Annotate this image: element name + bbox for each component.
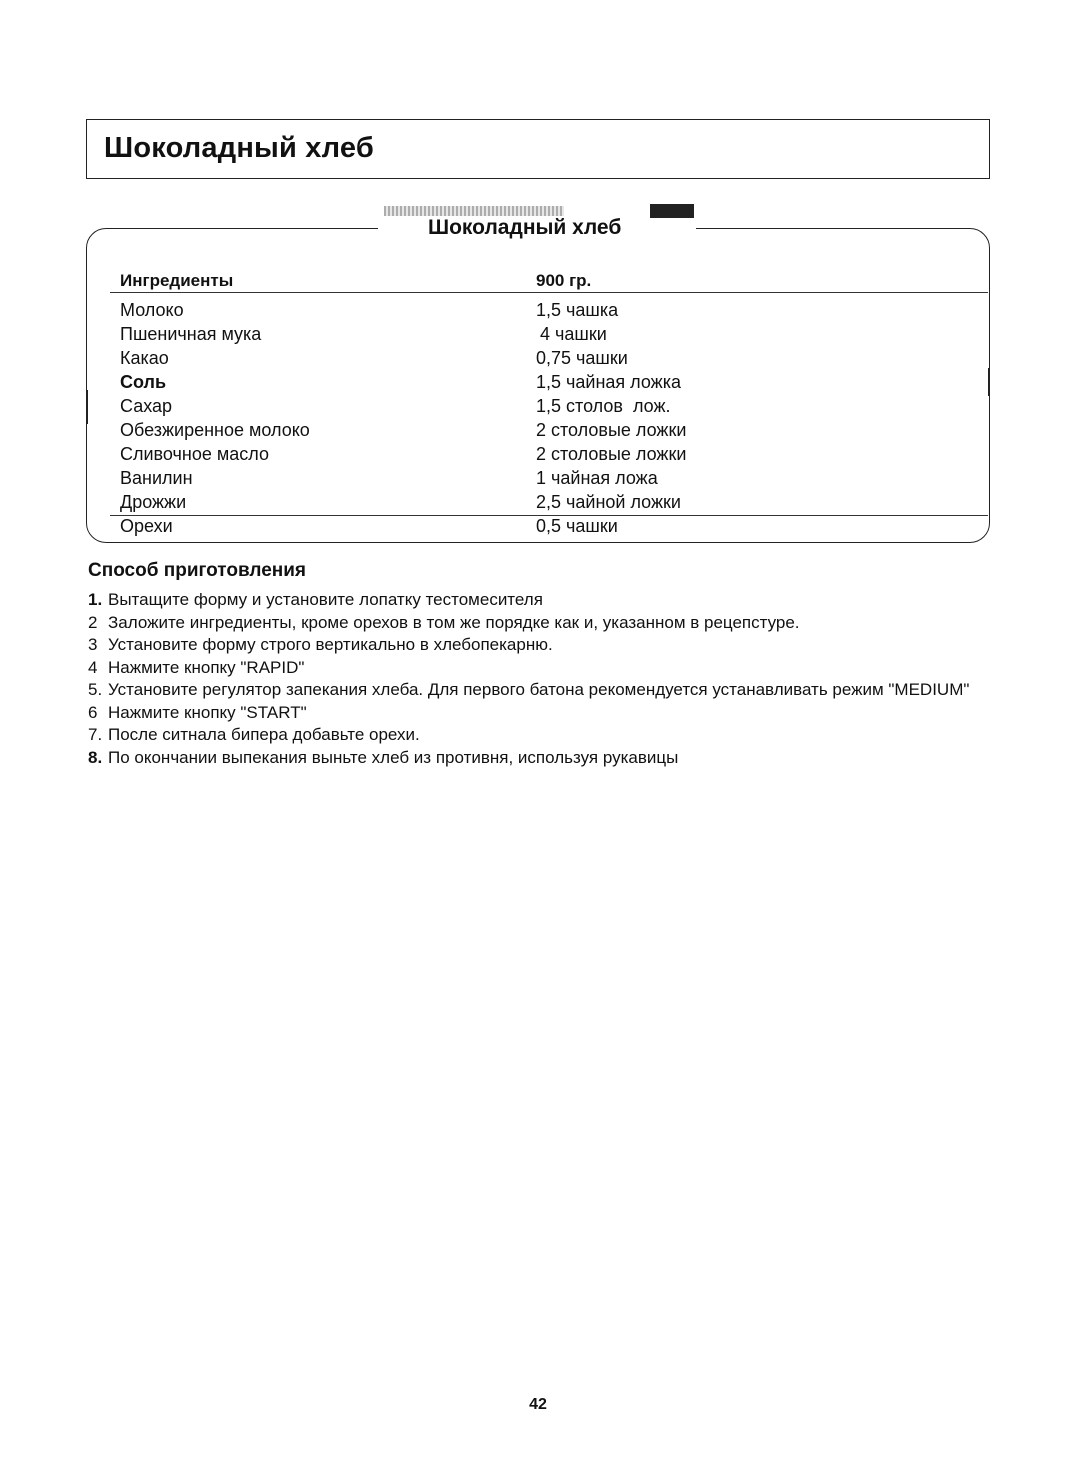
method-step — [88, 747, 988, 770]
header-divider — [110, 292, 988, 293]
ingredient-name: Сливочное масло — [120, 444, 269, 464]
step-text: Нажмите кнопку "RAPID" — [108, 657, 305, 677]
method-step — [88, 657, 988, 680]
ingredient-name: Ванилин — [120, 468, 193, 488]
ingredient-qty: 0,5 чашки — [536, 516, 618, 536]
ingredient-qty: 1 чайная ложа — [536, 468, 658, 488]
recipe-title-mark — [650, 204, 694, 218]
ingredient-row — [0, 492, 1076, 516]
recipe-title-shading — [384, 206, 564, 216]
ingredient-row — [0, 444, 1076, 468]
method-step — [88, 679, 988, 702]
method-step — [88, 634, 988, 657]
ingredient-row — [0, 468, 1076, 492]
step-text: Вытащите форму и установите лопатку тестомесителя — [108, 590, 543, 609]
ingredient-row — [0, 300, 1076, 324]
ingredient-name: Пшеничная мука — [120, 324, 262, 344]
ingredient-row — [0, 372, 1076, 396]
step-number: 2 — [88, 612, 98, 632]
step-number: 6 — [88, 702, 98, 722]
ingredient-name: Обезжиренное молоко — [120, 420, 310, 440]
ingredient-row — [0, 348, 1076, 372]
step-text: По окончании выпекания выньте хлеб из противня, используя рукавицы — [108, 747, 679, 767]
method-title: Способ приготовления — [88, 560, 307, 581]
step-number: 3 — [88, 635, 98, 654]
ingredient-name: Орехи — [120, 516, 173, 536]
step-number: 4 — [88, 657, 98, 677]
page-title: Шоколадный хлеб — [104, 132, 374, 164]
ingredients-column-header: Ингредиенты — [120, 271, 234, 290]
ingredient-row — [0, 324, 1076, 348]
ingredient-qty: 0,75 чашки — [536, 348, 628, 368]
step-text: Установите регулятор запекания хлеба. Для первого батона рекомендуется устанавливать режим "MEDIUM" — [108, 680, 970, 699]
step-text: Установите форму строго вертикально в хлебопекарню. — [108, 635, 553, 654]
ingredient-row — [0, 516, 1076, 540]
step-number: 5. — [88, 680, 103, 699]
method-steps-list — [88, 589, 988, 769]
method-step — [88, 702, 988, 725]
page-title-box — [86, 119, 990, 179]
recipe-title: Шоколадный хлеб — [428, 216, 622, 239]
amount-column-header: 900 гр. — [536, 271, 592, 290]
ingredient-row — [0, 420, 1076, 444]
ingredient-name: Соль — [120, 372, 167, 392]
ingredient-name: Сахар — [120, 396, 173, 416]
ingredient-qty: 2 столовые ложки — [536, 420, 687, 440]
ingredient-qty: 1,5 чашка — [536, 300, 619, 320]
ingredient-qty: 1,5 чайная ложка — [536, 372, 682, 392]
step-number: 7. — [88, 725, 103, 744]
step-number: 1. — [88, 590, 103, 609]
method-step — [88, 589, 988, 612]
page-number: 42 — [529, 1396, 547, 1413]
ingredient-name: Какао — [120, 348, 169, 368]
ingredient-row — [0, 396, 1076, 420]
method-step — [88, 724, 988, 747]
ingredient-name: Дрожжи — [120, 492, 187, 512]
step-text: После ситнала бипера добавьте орехи. — [108, 725, 420, 744]
ingredient-name: Молоко — [120, 300, 184, 320]
ingredient-qty: 2,5 чайной ложки — [536, 492, 681, 512]
method-step — [88, 612, 988, 635]
ingredient-qty: 4 чашки — [540, 324, 607, 344]
step-text: Заложите ингредиенты, кроме орехов в том же порядке как и, указанном в рецепстуре. — [108, 612, 800, 632]
ingredient-qty: 1,5 столов лож. — [536, 396, 671, 416]
step-text: Нажмите кнопку "START" — [108, 702, 307, 722]
ingredient-qty: 2 столовые ложки — [536, 444, 687, 464]
step-number: 8. — [88, 747, 103, 767]
